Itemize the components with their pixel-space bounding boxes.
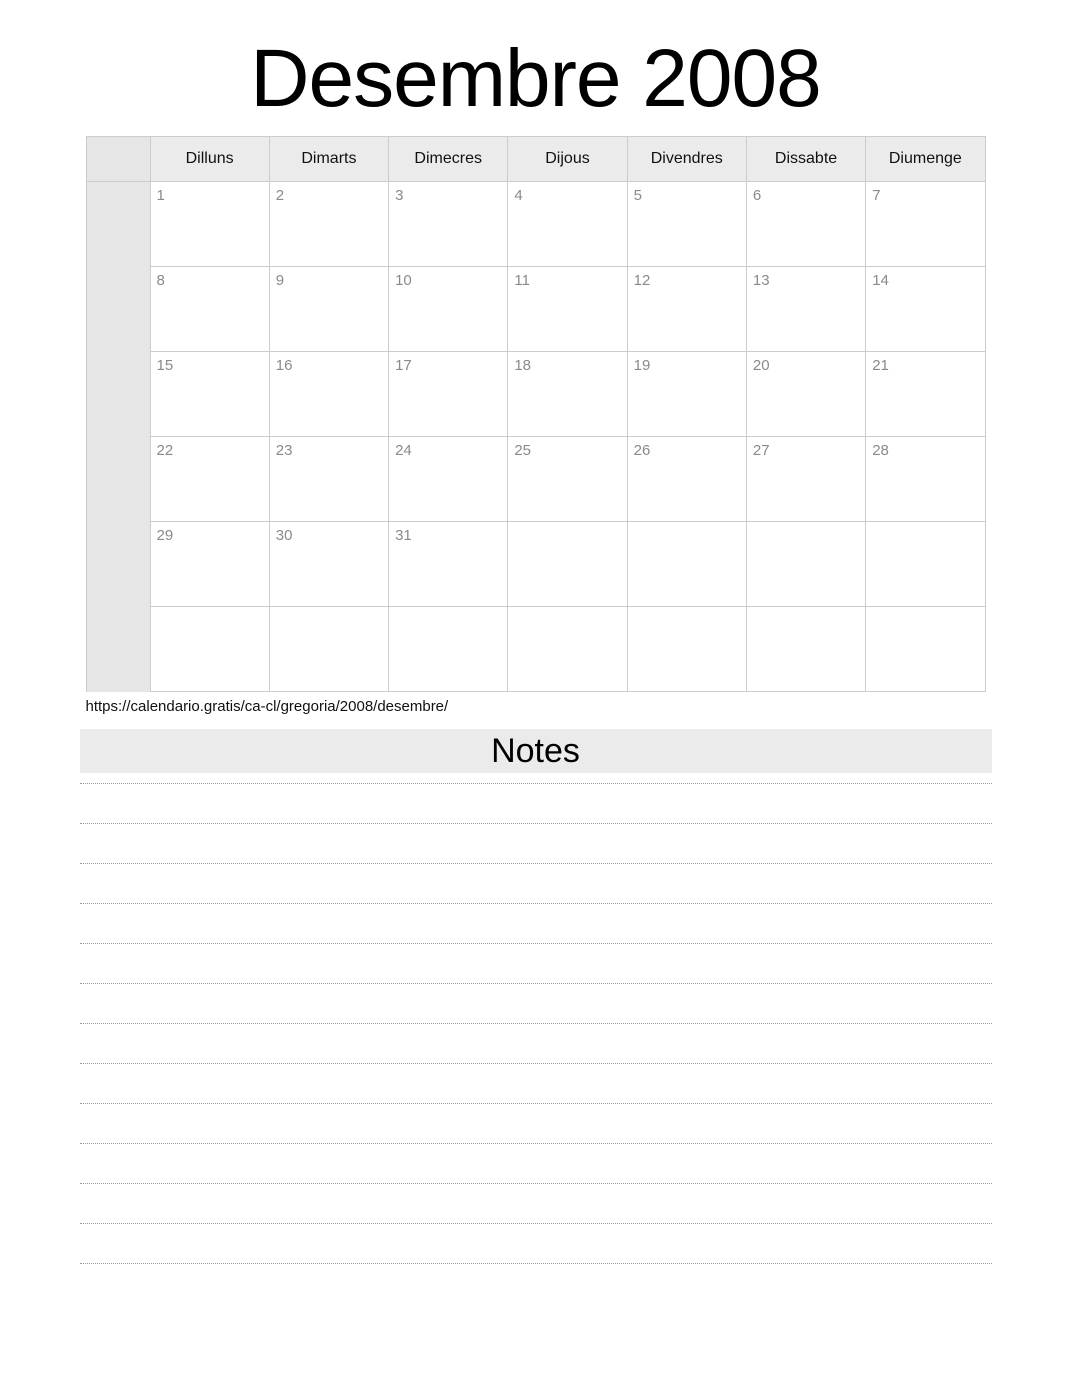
note-line[interactable] bbox=[80, 1144, 992, 1184]
day-number: 15 bbox=[156, 357, 174, 374]
note-line[interactable] bbox=[80, 944, 992, 984]
weekday-header-thursday: Dijous bbox=[508, 137, 627, 182]
calendar-week-row bbox=[86, 437, 985, 522]
calendar-day-cell[interactable] bbox=[269, 607, 388, 692]
note-line[interactable] bbox=[80, 984, 992, 1024]
page-title: Desembre 2008 bbox=[250, 33, 821, 124]
calendar-day-cell[interactable] bbox=[746, 437, 865, 522]
calendar-day-cell[interactable] bbox=[627, 522, 746, 607]
notes-heading: Notes bbox=[80, 729, 992, 773]
day-number bbox=[628, 522, 746, 528]
day-number: 6 bbox=[752, 187, 762, 204]
calendar-day-cell[interactable] bbox=[508, 267, 627, 352]
day-number: 4 bbox=[514, 187, 523, 204]
calendar-day-cell[interactable] bbox=[389, 607, 508, 692]
calendar-week-row bbox=[86, 352, 985, 437]
calendar-day-cell[interactable] bbox=[389, 352, 508, 437]
calendar-day-cell[interactable] bbox=[866, 182, 985, 267]
notes-lines bbox=[80, 783, 992, 1264]
source-url[interactable]: https://calendario.gratis/ca-cl/gregoria/2008/desembre/ bbox=[85, 698, 449, 715]
calendar-day-cell[interactable] bbox=[389, 267, 508, 352]
day-number: 16 bbox=[275, 357, 293, 374]
day-number: 7 bbox=[872, 187, 881, 204]
calendar-day-cell[interactable] bbox=[150, 522, 269, 607]
note-line[interactable] bbox=[80, 1064, 992, 1104]
calendar-day-cell[interactable] bbox=[269, 182, 388, 267]
day-number: 11 bbox=[514, 272, 530, 289]
notes-section bbox=[80, 729, 992, 1264]
calendar-day-cell[interactable] bbox=[627, 437, 746, 522]
weekday-header-monday: Dilluns bbox=[150, 137, 269, 182]
calendar-day-cell[interactable] bbox=[866, 522, 985, 607]
weekday-header-friday: Divendres bbox=[627, 137, 746, 182]
day-number: 1 bbox=[156, 187, 165, 204]
calendar-day-cell[interactable] bbox=[746, 182, 865, 267]
day-number: 23 bbox=[275, 442, 293, 459]
day-number: 9 bbox=[275, 272, 285, 289]
note-line[interactable] bbox=[80, 1224, 992, 1264]
day-number bbox=[508, 607, 626, 613]
day-number bbox=[866, 607, 984, 613]
calendar-day-cell[interactable] bbox=[866, 607, 985, 692]
day-number: 25 bbox=[514, 442, 532, 459]
calendar-body bbox=[86, 182, 985, 692]
day-number: 21 bbox=[872, 357, 889, 374]
day-number: 27 bbox=[752, 442, 770, 459]
day-number: 26 bbox=[633, 442, 651, 459]
calendar-day-cell[interactable] bbox=[746, 607, 865, 692]
calendar-gutter-cell bbox=[86, 267, 150, 352]
weekday-header-tuesday: Dimarts bbox=[269, 137, 388, 182]
calendar-week-row bbox=[86, 522, 985, 607]
calendar-day-cell[interactable] bbox=[508, 352, 627, 437]
day-number: 3 bbox=[395, 187, 404, 204]
calendar-day-cell[interactable] bbox=[627, 182, 746, 267]
calendar-day-cell[interactable] bbox=[269, 352, 388, 437]
note-line[interactable] bbox=[80, 1024, 992, 1064]
calendar-day-cell[interactable] bbox=[627, 267, 746, 352]
day-number bbox=[151, 607, 269, 613]
calendar-day-cell[interactable] bbox=[746, 267, 865, 352]
note-line[interactable] bbox=[80, 1184, 992, 1224]
day-number: 30 bbox=[275, 527, 293, 544]
calendar-table bbox=[86, 136, 986, 692]
day-number: 24 bbox=[395, 442, 412, 459]
day-number bbox=[628, 607, 746, 613]
weekday-header-saturday: Dissabte bbox=[746, 137, 865, 182]
calendar-day-cell[interactable] bbox=[269, 437, 388, 522]
calendar-container bbox=[86, 136, 986, 692]
calendar-day-cell[interactable] bbox=[508, 607, 627, 692]
calendar-day-cell[interactable] bbox=[508, 522, 627, 607]
calendar-day-cell[interactable] bbox=[389, 522, 508, 607]
calendar-day-cell[interactable] bbox=[627, 607, 746, 692]
note-line[interactable] bbox=[80, 904, 992, 944]
day-number: 31 bbox=[395, 527, 412, 544]
calendar-day-cell[interactable] bbox=[269, 267, 388, 352]
day-number bbox=[270, 607, 388, 613]
calendar-week-row bbox=[86, 182, 985, 267]
calendar-gutter-cell bbox=[86, 522, 150, 607]
day-number: 14 bbox=[872, 272, 889, 289]
calendar-gutter-cell bbox=[86, 607, 150, 692]
calendar-day-cell[interactable] bbox=[866, 267, 985, 352]
day-number: 29 bbox=[156, 527, 174, 544]
day-number: 20 bbox=[752, 357, 770, 374]
weekday-header-sunday: Diumenge bbox=[866, 137, 985, 182]
day-number bbox=[508, 522, 626, 528]
day-number: 18 bbox=[514, 357, 532, 374]
day-number: 5 bbox=[633, 187, 642, 204]
calendar-day-cell[interactable] bbox=[150, 352, 269, 437]
calendar-day-cell[interactable] bbox=[150, 607, 269, 692]
day-number: 2 bbox=[275, 187, 285, 204]
day-number: 13 bbox=[752, 272, 770, 289]
calendar-day-cell[interactable] bbox=[508, 182, 627, 267]
calendar-day-cell[interactable] bbox=[150, 182, 269, 267]
calendar-week-row bbox=[86, 267, 985, 352]
note-line[interactable] bbox=[80, 1104, 992, 1144]
day-number: 12 bbox=[633, 272, 651, 289]
calendar-day-cell[interactable] bbox=[746, 522, 865, 607]
calendar-day-cell[interactable] bbox=[150, 437, 269, 522]
calendar-day-cell[interactable] bbox=[627, 352, 746, 437]
calendar-day-cell[interactable] bbox=[389, 437, 508, 522]
calendar-header-row bbox=[86, 137, 985, 182]
day-number bbox=[866, 522, 984, 528]
day-number bbox=[747, 522, 865, 528]
calendar-day-cell[interactable] bbox=[866, 437, 985, 522]
calendar-gutter-cell bbox=[86, 352, 150, 437]
calendar-day-cell[interactable] bbox=[389, 182, 508, 267]
calendar-day-cell[interactable] bbox=[269, 522, 388, 607]
calendar-day-cell[interactable] bbox=[508, 437, 627, 522]
calendar-gutter-cell bbox=[86, 182, 150, 267]
day-number: 22 bbox=[156, 442, 174, 459]
note-line[interactable] bbox=[80, 864, 992, 904]
day-number: 19 bbox=[633, 357, 651, 374]
calendar-day-cell[interactable] bbox=[150, 267, 269, 352]
day-number bbox=[389, 607, 507, 613]
note-line[interactable] bbox=[80, 783, 992, 824]
calendar-gutter-header bbox=[86, 137, 150, 182]
calendar-gutter-cell bbox=[86, 437, 150, 522]
day-number: 17 bbox=[395, 357, 412, 374]
calendar-week-row bbox=[86, 607, 985, 692]
weekday-header-wednesday: Dimecres bbox=[389, 137, 508, 182]
calendar-day-cell[interactable] bbox=[746, 352, 865, 437]
note-line[interactable] bbox=[80, 824, 992, 864]
day-number: 10 bbox=[395, 272, 412, 289]
day-number: 28 bbox=[872, 442, 889, 459]
calendar-day-cell[interactable] bbox=[866, 352, 985, 437]
day-number: 8 bbox=[156, 272, 165, 289]
day-number bbox=[747, 607, 865, 613]
